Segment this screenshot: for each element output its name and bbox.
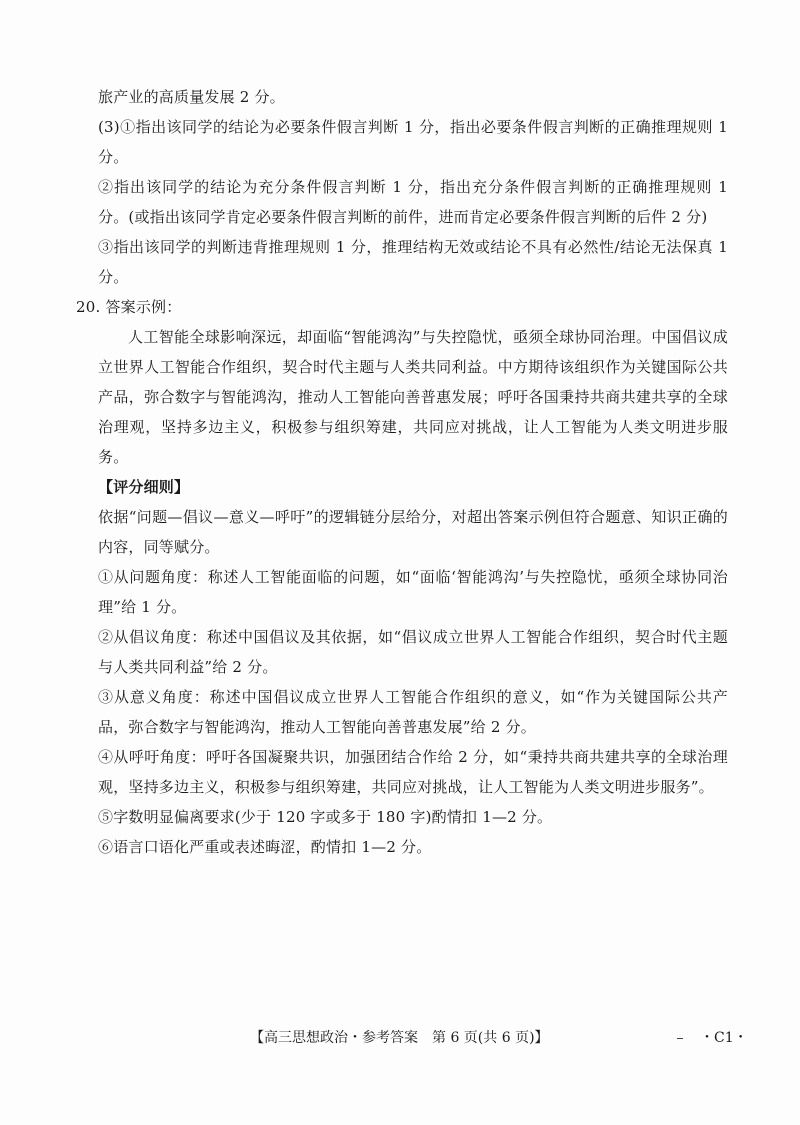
rubric-title: 【评分细则】 (98, 478, 190, 496)
page-footer (0, 1027, 800, 1051)
q19-part3-item2: ②指出该同学的结论为充分条件假言判断 1 分，指出充分条件假言判断的正确推理规则 1 分。(或指出该同学肯定必要条件假言判断的前件，进而肯定必要条件假言判断的后件 2 分) (98, 178, 728, 226)
rubric-item: ⑥语言口语化严重或表述晦涩，酌情扣 1—2 分。 (98, 838, 432, 856)
rubric-item: ④从呼吁角度：呼吁各国凝聚共识，加强团结合作给 2 分，如“秉持共商共建共享的全球治理观，坚持多边主义，积极参与组织筹建，共同应对挑战，让人工智能为人类文明进步服务”。 (98, 748, 728, 796)
footer-version-code: ・C1・ (700, 1030, 748, 1046)
rubric-item: ⑤字数明显偏离要求(少于 120 字或多于 180 字)酌情扣 1—2 分。 (98, 808, 553, 826)
q20-sample-answer: 人工智能全球影响深远，却面临“智能鸿沟”与失控隐忧，亟须全球协同治理。中国倡议成立世界人工智能合作组织，契合时代主题与人类共同利益。中方期待该组织作为关键国际公共产品，弥合数字与智能鸿沟，推动人工智能向善普惠发展；呼吁各国秉持共商共建共享的全球治理观，坚持多边主义，积极参与组织筹建，共同应对挑战，让人工智能为人类文明进步服务。 (98, 328, 728, 466)
rubric-item: ③从意义角度：称述中国倡议成立世界人工智能合作组织的意义，如“作为关键国际公共产品，弥合数字与智能鸿沟，推动人工智能向善普惠发展”给 2 分。 (98, 688, 728, 736)
rubric-item: ①从问题角度：称述人工智能面临的问题，如“面临‘智能鸿沟’与失控隐忧，亟须全球协同治理”给 1 分。 (98, 568, 728, 616)
q19-part3-item1: (3)①指出该同学的结论为必要条件假言判断 1 分，指出必要条件假言判断的正确推理规则 1 分。 (98, 118, 728, 166)
footer-page-info: 【高三思想政治・参考答案 第 6 页(共 6 页)】 (250, 1030, 549, 1046)
q19-part3-item3: ③指出该同学的判断违背推理规则 1 分，推理结构无效或结论不具有必然性/结论无法保真 1 分。 (98, 238, 728, 286)
dash-mark-icon (675, 1029, 687, 1041)
q19-continuation: 旅产业的高质量发展 2 分。 (98, 88, 285, 106)
rubric-item: ②从倡议角度：称述中国倡议及其依据，如“倡议成立世界人工智能合作组织，契合时代主题与人类共同利益”给 2 分。 (98, 628, 728, 676)
rubric-intro: 依据“问题—倡议—意义—呼吁”的逻辑链分层给分，对超出答案示例但符合题意、知识正确的内容，同等赋分。 (98, 508, 728, 556)
page-content (76, 82, 728, 862)
q20-label: 20. 答案示例： (76, 298, 182, 316)
